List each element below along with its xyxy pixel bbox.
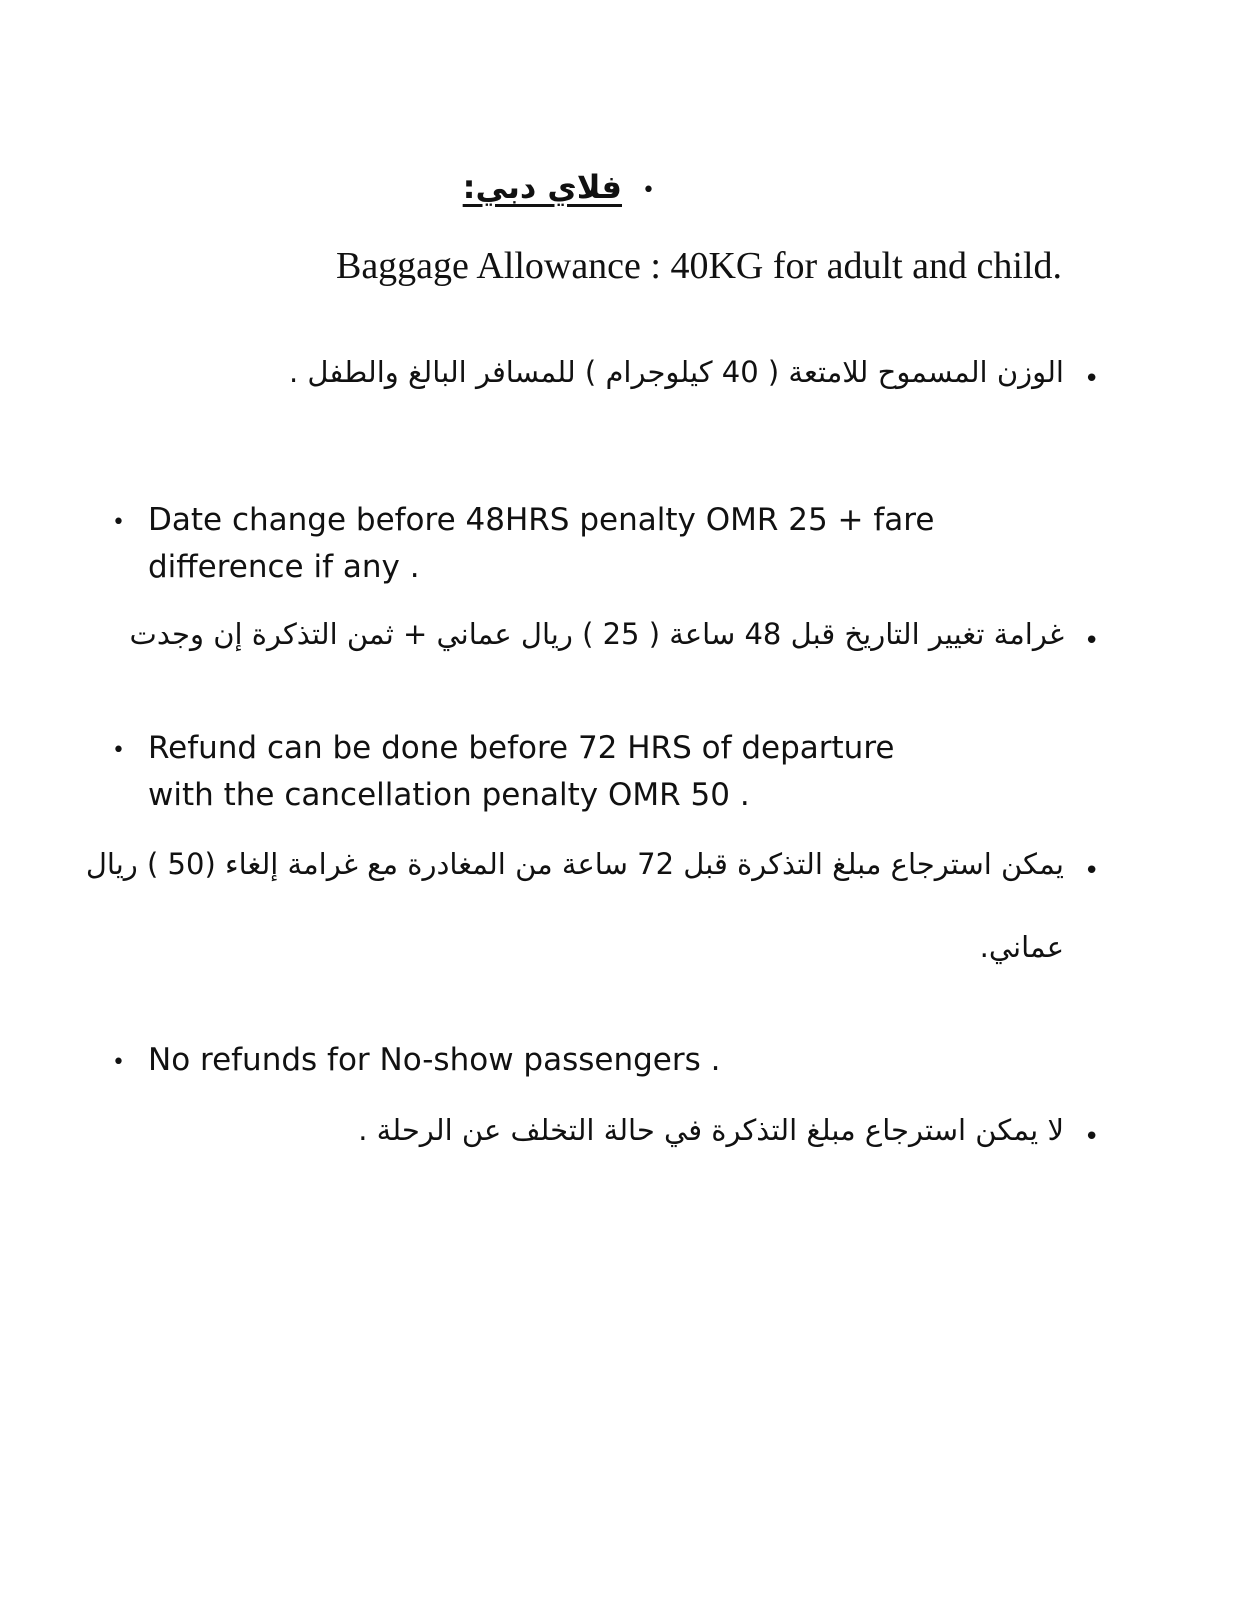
bullet: • <box>1084 626 1100 656</box>
date-change-rule-english-line2: difference if any . <box>148 549 420 585</box>
airline-heading-arabic: فلاي دبي: <box>462 168 622 206</box>
refund-rule-arabic-line2: عماني. <box>979 930 1064 964</box>
date-change-rule-english-line1: Date change before 48HRS penalty OMR 25 + fare <box>148 502 935 538</box>
date-change-rule-arabic: غرامة تغيير التاريخ قبل 48 ساعة ( 25 ) ريال عماني + ثمن التذكرة إن وجدت <box>129 617 1064 651</box>
heading-bullet: • <box>642 178 655 203</box>
bullet: • <box>1084 364 1100 394</box>
no-show-rule-arabic: لا يمكن استرجاع مبلغ التذكرة في حالة التخلف عن الرحلة . <box>358 1113 1064 1147</box>
bullet: • <box>1084 856 1100 886</box>
no-show-rule-english: No refunds for No-show passengers . <box>148 1042 721 1078</box>
bullet: • <box>1084 1122 1100 1152</box>
baggage-allowance-english: Baggage Allowance : 40KG for adult and child. <box>335 245 1062 287</box>
baggage-allowance-arabic: الوزن المسموح للامتعة ( 40 كيلوجرام ) للمسافر البالغ والطفل . <box>289 355 1064 389</box>
refund-rule-arabic-line1: يمكن استرجاع مبلغ التذكرة قبل 72 ساعة من المغادرة مع غرامة إلغاء (50 ) ريال <box>85 847 1064 881</box>
refund-rule-english-line1: Refund can be done before 72 HRS of departure <box>148 730 895 766</box>
bullet: • <box>112 510 125 535</box>
bullet: • <box>112 738 125 763</box>
bullet: • <box>112 1050 125 1075</box>
refund-rule-english-line2: with the cancellation penalty OMR 50 . <box>148 777 750 813</box>
